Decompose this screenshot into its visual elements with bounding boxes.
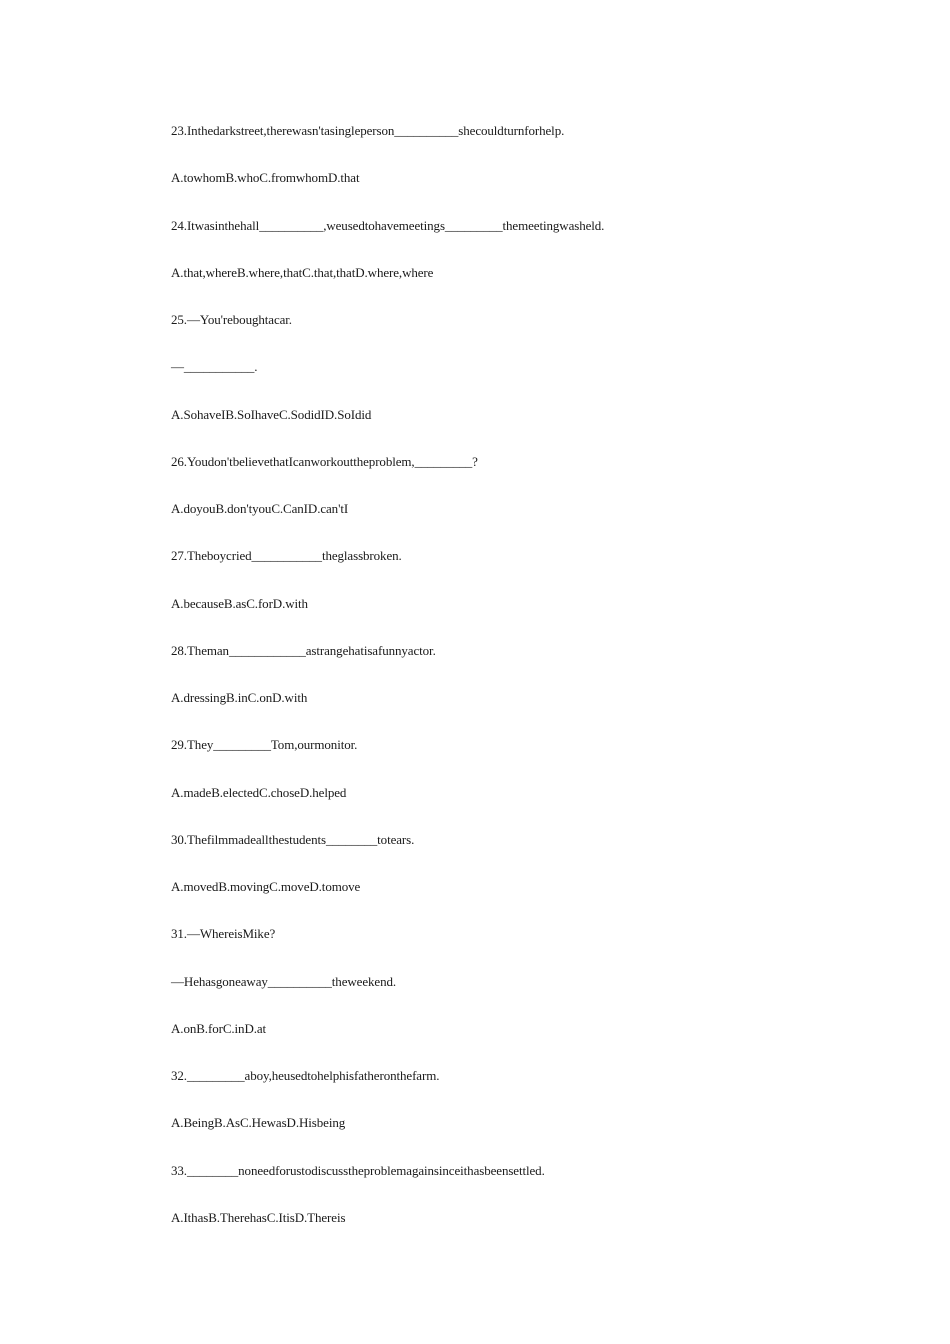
question-26: 26.Youdon'tbelievethatIcanworkouttheproblem,_________?	[171, 453, 478, 469]
options-25: A.SohaveIB.SoIhaveC.SodidID.SoIdid	[171, 406, 372, 422]
options-27: A.becauseB.asC.forD.with	[171, 595, 308, 611]
options-28: A.dressingB.inC.onD.with	[171, 690, 308, 705]
question-32: 32._________aboy,heusedtohelphisfatheronthefarm.	[171, 1068, 440, 1083]
question-30: 30.Thefilmmadeallthestudents________totears.	[171, 831, 415, 847]
question-24: 24.Itwasinthehall__________,weusedtohavemeetings_________themeetingwasheld.	[171, 217, 605, 233]
options-33: A.IthasB.TherehasC.ItisD.Thereis	[171, 1209, 346, 1225]
question-28: 28.Theman____________astrangehatisafunnyactor.	[171, 642, 436, 658]
options-30: A.movedB.movingC.moveD.tomove	[171, 879, 361, 894]
question-23: 23.Inthedarkstreet,therewasn'tasingleperson__________shecouldturnforhelp.	[171, 123, 565, 138]
question-27: 27.Theboycried___________theglassbroken.	[171, 548, 402, 564]
options-32: A.BeingB.AsC.HewasD.Hisbeing	[171, 1115, 346, 1131]
question-31: 31.—WhereisMike?	[171, 926, 276, 942]
options-26: A.doyouB.don'tyouC.CanID.can'tI	[171, 501, 349, 516]
document-body	[171, 116, 871, 1250]
question-25: 25.—You'reboughtacar.	[171, 312, 292, 327]
options-29: A.madeB.electedC.choseD.helped	[171, 784, 347, 800]
question-29: 29.They_________Tom,ourmonitor.	[171, 737, 358, 753]
question-33: 33.________noneedforustodiscusstheproblemagainsinceithasbeensettled.	[171, 1162, 545, 1178]
question-25-reply: —___________.	[171, 359, 258, 375]
options-24: A.that,whereB.where,thatC.that,thatD.where,where	[171, 264, 434, 280]
options-23: A.towhomB.whoC.fromwhomD.that	[171, 170, 360, 186]
question-31-reply: —Hehasgoneaway__________theweekend.	[171, 973, 397, 989]
options-31: A.onB.forC.inD.at	[171, 1020, 267, 1036]
